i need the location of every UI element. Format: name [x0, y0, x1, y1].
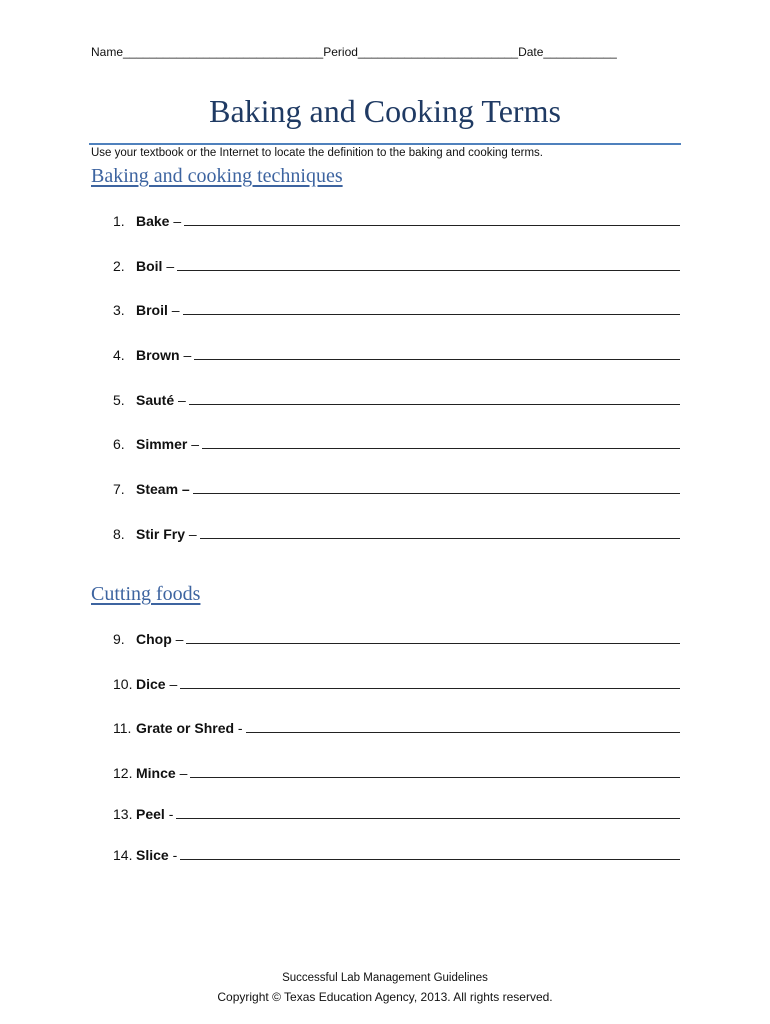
term-name: Slice: [136, 847, 169, 863]
term-separator: –: [179, 347, 192, 363]
term-row: [113, 213, 680, 229]
term-number: 1.: [113, 213, 125, 229]
term-name: Bake: [136, 213, 170, 229]
term-number: 12.: [113, 765, 133, 781]
term-row: [113, 392, 680, 408]
answer-blank[interactable]: [190, 776, 680, 778]
term-number: 11.: [113, 720, 132, 736]
term-name: Peel: [136, 806, 165, 822]
term-number: 2.: [113, 258, 125, 274]
term-separator: –: [185, 526, 197, 542]
term-separator: –: [175, 765, 188, 781]
term-row: [113, 481, 680, 497]
term-separator: –: [174, 392, 186, 408]
term-row: [113, 436, 680, 452]
answer-blank[interactable]: [202, 447, 680, 449]
answer-blank[interactable]: [200, 537, 680, 539]
section-heading-techniques: Baking and cooking techniques: [91, 165, 343, 187]
term-number: 4.: [113, 347, 125, 363]
term-number: 10.: [113, 676, 133, 692]
term-number: 7.: [113, 481, 125, 497]
term-number: 8.: [113, 526, 125, 542]
term-name: Mince: [136, 765, 176, 781]
answer-blank[interactable]: [180, 858, 680, 860]
term-row: [113, 347, 680, 363]
term-separator: –: [167, 302, 180, 318]
term-separator: –: [165, 676, 178, 692]
answer-blank[interactable]: [176, 817, 680, 819]
term-separator: -: [164, 806, 174, 822]
term-name: Simmer: [136, 436, 188, 452]
term-separator: –: [171, 631, 184, 647]
term-separator: -: [168, 847, 178, 863]
instructions-text: Use your textbook or the Internet to locate the definition to the baking and cooking terms.: [91, 147, 543, 159]
term-row: [113, 302, 680, 318]
term-number: 9.: [113, 631, 125, 647]
term-row: [113, 847, 680, 863]
term-number: 5.: [113, 392, 125, 408]
term-number: 6.: [113, 436, 125, 452]
term-row: [113, 720, 680, 736]
term-number: 14.: [113, 847, 133, 863]
footer-guidelines: Successful Lab Management Guidelines: [282, 972, 488, 984]
section-heading-cutting: Cutting foods: [91, 583, 201, 605]
answer-blank[interactable]: [246, 731, 680, 733]
answer-blank[interactable]: [177, 269, 680, 271]
answer-blank[interactable]: [194, 358, 680, 360]
term-separator: –: [187, 436, 200, 452]
answer-blank[interactable]: [193, 492, 680, 494]
term-row: [113, 676, 680, 692]
term-separator: -: [234, 720, 243, 736]
term-row: [113, 765, 680, 781]
term-name: Brown: [136, 347, 180, 363]
term-name: Steam –: [136, 481, 190, 497]
term-number: 3.: [113, 302, 125, 318]
answer-blank[interactable]: [189, 403, 680, 405]
title-underline: [89, 143, 681, 145]
answer-blank[interactable]: [180, 687, 680, 689]
term-name: Stir Fry: [136, 526, 186, 542]
term-name: Dice: [136, 676, 166, 692]
answer-blank[interactable]: [184, 224, 680, 226]
term-separator: –: [169, 213, 182, 229]
term-row: [113, 806, 680, 822]
page-title: Baking and Cooking Terms: [209, 93, 561, 129]
footer-copyright: Copyright © Texas Education Agency, 2013. All rights reserved.: [217, 990, 553, 1004]
term-name: Chop: [136, 631, 172, 647]
term-row: [113, 258, 680, 274]
term-name: Sauté: [136, 392, 175, 408]
term-number: 13.: [113, 806, 133, 822]
term-name: Boil: [136, 258, 163, 274]
term-separator: –: [162, 258, 175, 274]
term-name: Grate or Shred: [136, 720, 235, 736]
term-name: Broil: [136, 302, 168, 318]
term-row: [113, 526, 680, 542]
term-row: [113, 631, 680, 647]
header-fields: Name______________________________Period________________________Date___________: [91, 45, 617, 59]
answer-blank[interactable]: [186, 642, 680, 644]
answer-blank[interactable]: [183, 313, 680, 315]
